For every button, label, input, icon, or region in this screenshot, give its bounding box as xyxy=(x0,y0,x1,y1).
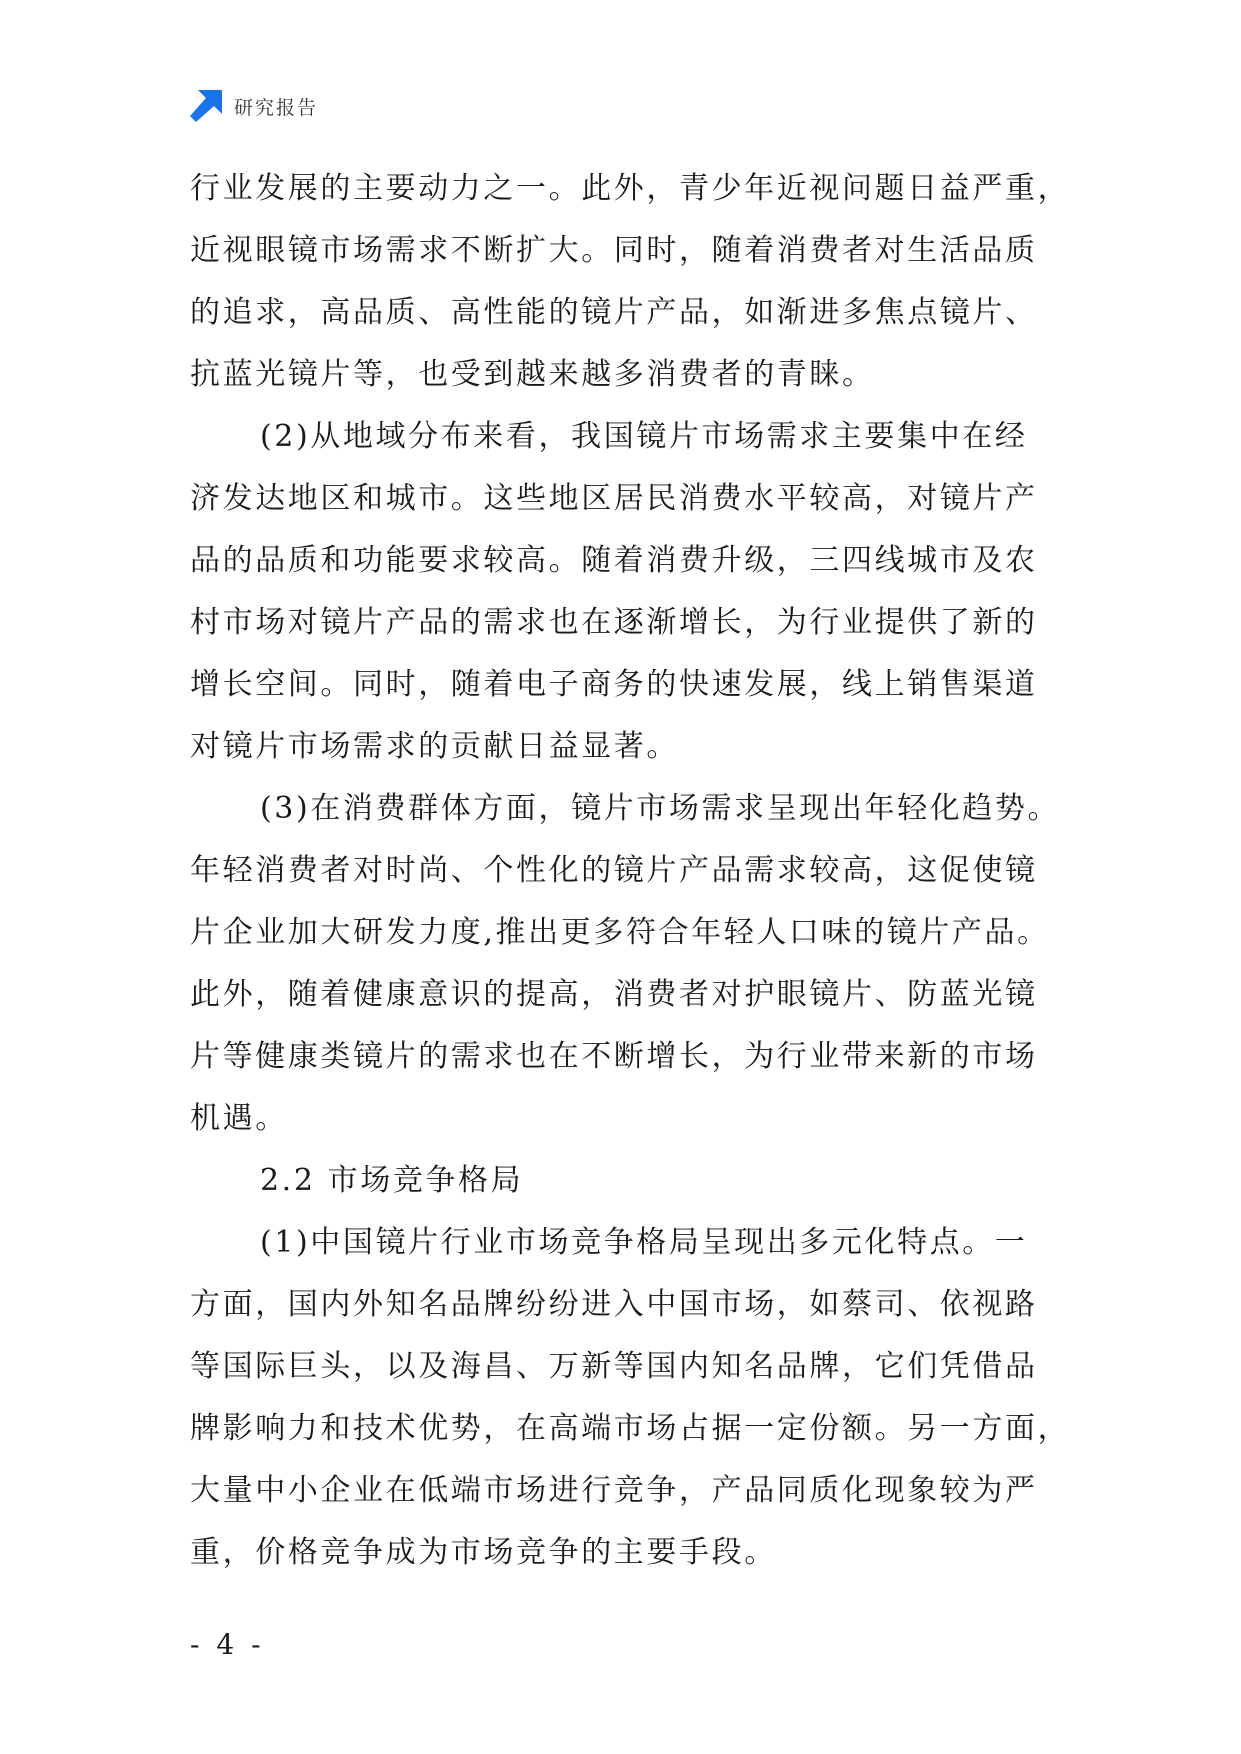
paragraph-start-line: (1)中国镜片行业市场竞争格局呈现出多元化特点。一 xyxy=(260,1225,1028,1260)
text-line: 方面，国内外知名品牌纷纷进入中国市场，如蔡司、依视路 xyxy=(190,1287,1038,1322)
text-line: 品的品质和功能要求较高。随着消费升级，三四线城市及农 xyxy=(190,543,1038,578)
report-header xyxy=(190,88,318,124)
text-line: 村市场对镜片产品的需求也在逐渐增长，为行业提供了新的 xyxy=(190,605,1038,640)
text-line: 片企业加大研发力度,推出更多符合年轻人口味的镜片产品。 xyxy=(190,915,1050,950)
document-body xyxy=(190,158,1070,1584)
text-line: 大量中小企业在低端市场进行竞争，产品同质化现象较为严 xyxy=(190,1473,1038,1508)
text-line: 近视眼镜市场需求不断扩大。同时，随着消费者对生活品质 xyxy=(190,233,1038,268)
text-line: 机遇。 xyxy=(190,1101,288,1136)
text-line: 重，价格竞争成为市场竞争的主要手段。 xyxy=(190,1535,777,1570)
text-line: 济发达地区和城市。这些地区居民消费水平较高，对镜片产 xyxy=(190,481,1038,516)
header-title: 研究报告 xyxy=(234,96,319,119)
text-line: 此外，随着健康意识的提高，消费者对护眼镜片、防蓝光镜 xyxy=(190,977,1038,1012)
text-line: 牌影响力和技术优势，在高端市场占据一定份额。另一方面， xyxy=(190,1411,1071,1446)
arrow-up-right-icon xyxy=(190,90,222,122)
text-line: 等国际巨头，以及海昌、万新等国内知名品牌，它们凭借品 xyxy=(190,1349,1038,1384)
section-heading: 2.2 市场竞争格局 xyxy=(260,1163,524,1198)
page-number: - 4 - xyxy=(190,1628,265,1661)
text-line: 增长空间。同时，随着电子商务的快速发展，线上销售渠道 xyxy=(190,667,1038,702)
text-line: 行业发展的主要动力之一。此外，青少年近视问题日益严重， xyxy=(190,171,1071,206)
text-line: 抗蓝光镜片等，也受到越来越多消费者的青睐。 xyxy=(190,357,875,392)
text-line: 年轻消费者对时尚、个性化的镜片产品需求较高，这促使镜 xyxy=(190,853,1038,888)
paragraph-start-line: (3)在消费群体方面，镜片市场需求呈现出年轻化趋势。 xyxy=(260,791,1061,826)
text-line: 片等健康类镜片的需求也在不断增长，为行业带来新的市场 xyxy=(190,1039,1038,1074)
text-line: 对镜片市场需求的贡献日益显著。 xyxy=(190,729,679,764)
text-line: 的追求，高品质、高性能的镜片产品，如渐进多焦点镜片、 xyxy=(190,295,1038,330)
paragraph-start-line: (2)从地域分布来看，我国镜片市场需求主要集中在经 xyxy=(260,419,1028,454)
